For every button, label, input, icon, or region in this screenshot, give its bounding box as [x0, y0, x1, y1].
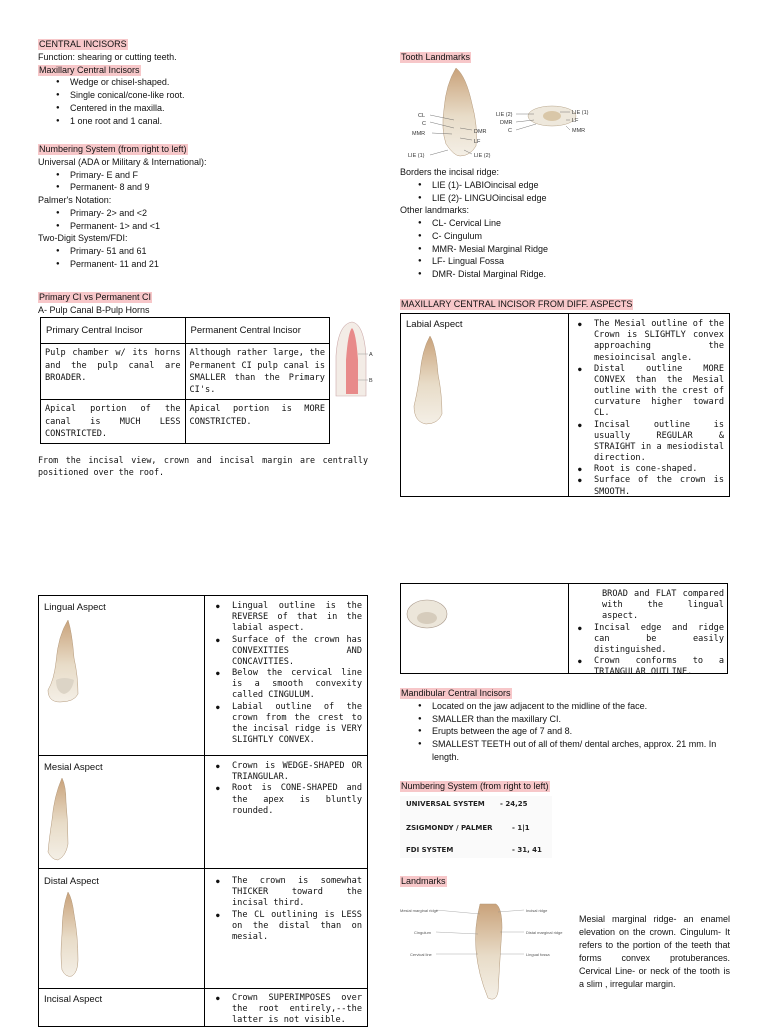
- list-item: ● Centered in the maxilla.: [70, 102, 368, 115]
- fig-label: MMR: [572, 128, 586, 134]
- other-landmarks-label: Other landmarks:: [400, 205, 470, 216]
- table-cell: Apical portion is MORE CONSTRICTED.: [185, 400, 330, 444]
- list-item: ● The Mesial outline of the Crown is SLIGHTLY convex approaching the mesioincisal angle.: [574, 319, 724, 364]
- universal-system-value: - 24,25: [500, 800, 528, 808]
- list-item: ● DMR- Distal Marginal Ridge.: [432, 268, 730, 281]
- pulp-figure: [332, 320, 376, 398]
- aspects-heading-wrap: [400, 298, 633, 311]
- fdi-system-value: - 31, 41: [512, 846, 542, 854]
- fig-label: LF: [474, 139, 481, 145]
- list-item: ● Single conical/cone-like root.: [70, 89, 368, 102]
- palmer-system-value: - 1|1: [512, 824, 530, 832]
- list-item: ● The CL outlining is LESS on the distal than on mesial.: [212, 910, 362, 944]
- fig-label: Distal marginal ridge: [526, 930, 563, 935]
- list-item: ● Root is CONE-SHAPED and the apex is bluntly rounded.: [212, 783, 362, 817]
- table-cell: Pulp chamber w/ its horns and the pulp canal are BROADER.: [41, 344, 186, 400]
- fig-label: C: [422, 121, 426, 127]
- list-item: ● Primary- 2> and <2: [70, 207, 368, 220]
- numbering2-heading-wrap: [400, 780, 550, 793]
- list-item: ● The crown is somewhat THICKER toward the incisal third.: [212, 876, 362, 910]
- divider: [38, 755, 368, 756]
- maxillary-ci-heading: Maxillary Central Incisors: [39, 64, 140, 75]
- fig-label: DMR: [500, 120, 513, 126]
- labial-aspect-list: [574, 319, 724, 498]
- landmarks2-heading-wrap: [400, 875, 447, 888]
- fig-label: Lingual fossa: [526, 952, 550, 957]
- list-item: ● Located on the jaw adjacent to the midline of the face.: [432, 700, 735, 713]
- landmarks-figure: [404, 64, 594, 162]
- list-item: ● Permanent- 8 and 9: [70, 181, 368, 194]
- list-item: ● Lingual outline is the REVERSE of that in the labial aspect.: [212, 601, 362, 635]
- fig-label: LIE (2): [474, 153, 491, 159]
- distal-aspect-list: [212, 876, 362, 943]
- list-item: ● CL- Cervical Line: [432, 217, 730, 230]
- mandibular-heading: Mandibular Central Incisors: [401, 688, 511, 698]
- fig-label: MMR: [412, 131, 426, 137]
- primary-vs-subtitle: A- Pulp Canal B-Pulp Horns: [38, 304, 150, 315]
- list-item: ● Incisal edge and ridge can be easily distinguished.: [574, 623, 724, 657]
- fig-label: DMR: [474, 129, 487, 135]
- list-item: ● Distal outline MORE CONVEX than the Mesial outline with the crest of curvature higher toward CL.: [574, 364, 724, 420]
- numbering2-heading: Numbering System (from right to left): [401, 781, 549, 791]
- distal-tooth-image: [54, 890, 84, 980]
- list-item: ● Primary- E and F: [70, 169, 368, 182]
- aspects-heading: MAXILLARY CENTRAL INCISOR FROM DIFF. ASPECTS: [401, 299, 633, 309]
- landmarks2-heading: Landmarks: [401, 876, 446, 886]
- fig-label: Incisal ridge: [526, 908, 548, 913]
- function-text: Function: shearing or cutting teeth.: [38, 51, 177, 62]
- other-landmarks-list: [400, 217, 730, 281]
- fig-label: C: [508, 128, 512, 134]
- list-item: ● C- Cingulum: [432, 230, 730, 243]
- numbering-heading: Numbering System (from right to left): [39, 144, 187, 154]
- mesial-aspect-title: Mesial Aspect: [44, 762, 103, 773]
- list-item: ● Crown conforms to a TRIANGULAR OUTLINE.: [574, 656, 724, 678]
- landmarks-text: [400, 166, 730, 281]
- primary-vs-heading: Primary CI vs Permanent CI: [39, 292, 152, 302]
- mandibular-list: [400, 700, 735, 764]
- list-item: ● Below the cervical line is a smooth convexity called CINGULUM.: [212, 668, 362, 702]
- primary-vs-table: [40, 317, 330, 444]
- list-item: ● LIE (1)- LABIOincisal edge: [432, 179, 730, 192]
- universal-list: [38, 169, 368, 195]
- list-item: ● Labial outline of the crown from the crest to the incisal ridge is VERY SLIGHTLY CONVEX.: [212, 702, 362, 747]
- list-item: ● Surface of the crown has CONVEXITIES AND CONCAVITIES.: [212, 635, 362, 669]
- maxillary-ci-list: [38, 76, 368, 127]
- fdi-list: [38, 245, 368, 271]
- lingual-tooth-image: [44, 618, 84, 704]
- list-item: ● Crown SUPERIMPOSES over the root entirely,--the latter is not visible.: [212, 993, 362, 1027]
- list-item: ● LF- Lingual Fossa: [432, 255, 730, 268]
- fig-label: LIE (1): [572, 110, 589, 116]
- table-header-permanent: Permanent Central Incisor: [185, 318, 330, 344]
- list-item: ● 1 one root and 1 canal.: [70, 115, 368, 128]
- list-item: ● Permanent- 11 and 21: [70, 258, 368, 271]
- fig-label: LIE (1): [408, 153, 425, 159]
- borders-list: [400, 179, 730, 205]
- incisal-tooth-image: [404, 594, 450, 634]
- fig-label: LF: [572, 118, 579, 124]
- table-header-primary: Primary Central Incisor: [41, 318, 186, 344]
- list-item: ● Wedge or chisel-shaped.: [70, 76, 368, 89]
- incisal-continued-lead: BROAD and FLAT compared with the lingual aspect.: [602, 589, 724, 622]
- divider: [38, 868, 368, 869]
- palmer-system-label: ZSIGMONDY / PALMER: [406, 824, 493, 832]
- divider: [568, 313, 569, 497]
- list-item: ● Permanent- 1> and <1: [70, 220, 368, 233]
- list-item: ● Primary- 51 and 61: [70, 245, 368, 258]
- list-item: ● LIE (2)- LINGUOincisal edge: [432, 192, 730, 205]
- tooth-landmarks-heading: Tooth Landmarks: [401, 52, 471, 62]
- incisal-aspect-title: Incisal Aspect: [44, 994, 103, 1005]
- lingual-aspect-title: Lingual Aspect: [44, 602, 106, 613]
- labial-aspect-title: Labial Aspect: [406, 319, 463, 330]
- landmarks2-text: Mesial marginal ridge- an enamel elevation on the crown. Cingulum- It refers to the portion of the teeth that forms convex protuberances. Cervical Line- or neck of the tooth is a slim , irregular margin.: [579, 914, 730, 990]
- divider: [204, 595, 205, 1027]
- lingual-aspect-list: [212, 601, 362, 746]
- pulp-label-a: A: [369, 352, 373, 358]
- fig-label: Cervical line: [410, 952, 432, 957]
- incisal-note: From the incisal view, crown and incisal margin are centrally positioned over the roof.: [38, 455, 368, 477]
- borders-label: Borders the incisal ridge:: [400, 167, 500, 177]
- universal-label: Universal (ADA or Military & International):: [38, 156, 207, 167]
- distal-aspect-title: Distal Aspect: [44, 876, 99, 887]
- table-cell: Apical portion of the canal is MUCH LESS CONSTRICTED.: [41, 400, 186, 444]
- universal-system-label: UNIVERSAL SYSTEM: [406, 800, 485, 808]
- pulp-label-b: B: [369, 378, 373, 384]
- palmer-list: [38, 207, 368, 233]
- mesial-aspect-list: [212, 761, 362, 817]
- list-item: ● MMR- Mesial Marginal Ridge: [432, 243, 730, 256]
- mesial-tooth-image: [44, 776, 74, 862]
- list-item: ● Surface of the crown is SMOOTH.: [574, 475, 724, 497]
- list-item: ● SMALLEST TEETH out of all of them/ dental arches, approx. 21 mm. In length.: [432, 738, 735, 764]
- list-item: ● Crown is WEDGE-SHAPED OR TRIANGULAR.: [212, 761, 362, 783]
- list-item: ● Erupts between the age of 7 and 8.: [432, 725, 735, 738]
- tooth-landmarks-heading-wrap: [400, 51, 471, 64]
- central-incisors-section: [38, 38, 368, 127]
- fig-label: Cingulum: [414, 930, 431, 935]
- fig-label: LIE (2): [496, 112, 513, 118]
- divider: [38, 988, 368, 989]
- landmarks2-figure: [400, 898, 570, 1004]
- numbering-section: [38, 143, 368, 271]
- fdi-system-label: FDI SYSTEM: [406, 846, 454, 854]
- fig-label: Mesial marginal ridge: [400, 908, 439, 913]
- incisal-continued-list: [574, 589, 724, 678]
- list-item: ● Root is cone-shaped.: [574, 464, 724, 475]
- divider: [568, 583, 569, 674]
- primary-vs-permanent-section: [38, 291, 368, 317]
- fdi-label: Two-Digit System/FDI:: [38, 233, 128, 244]
- table-cell: Although rather large, the Permanent CI pulp canal is SMALLER than the Primary CI's.: [185, 344, 330, 400]
- incisal-aspect-list: [212, 993, 362, 1027]
- labial-tooth-image: [408, 334, 448, 426]
- list-item: ● SMALLER than the maxillary CI.: [432, 713, 735, 726]
- central-incisors-heading: CENTRAL INCISORS: [39, 39, 127, 49]
- mandibular-section: [400, 687, 735, 764]
- numbering-systems-image: [400, 796, 552, 858]
- palmer-label: Palmer's Notation:: [38, 195, 112, 206]
- fig-label: CL: [418, 113, 426, 119]
- list-item: ● Incisal outline is usually REGULAR & STRAIGHT in a mesiodistal direction.: [574, 420, 724, 465]
